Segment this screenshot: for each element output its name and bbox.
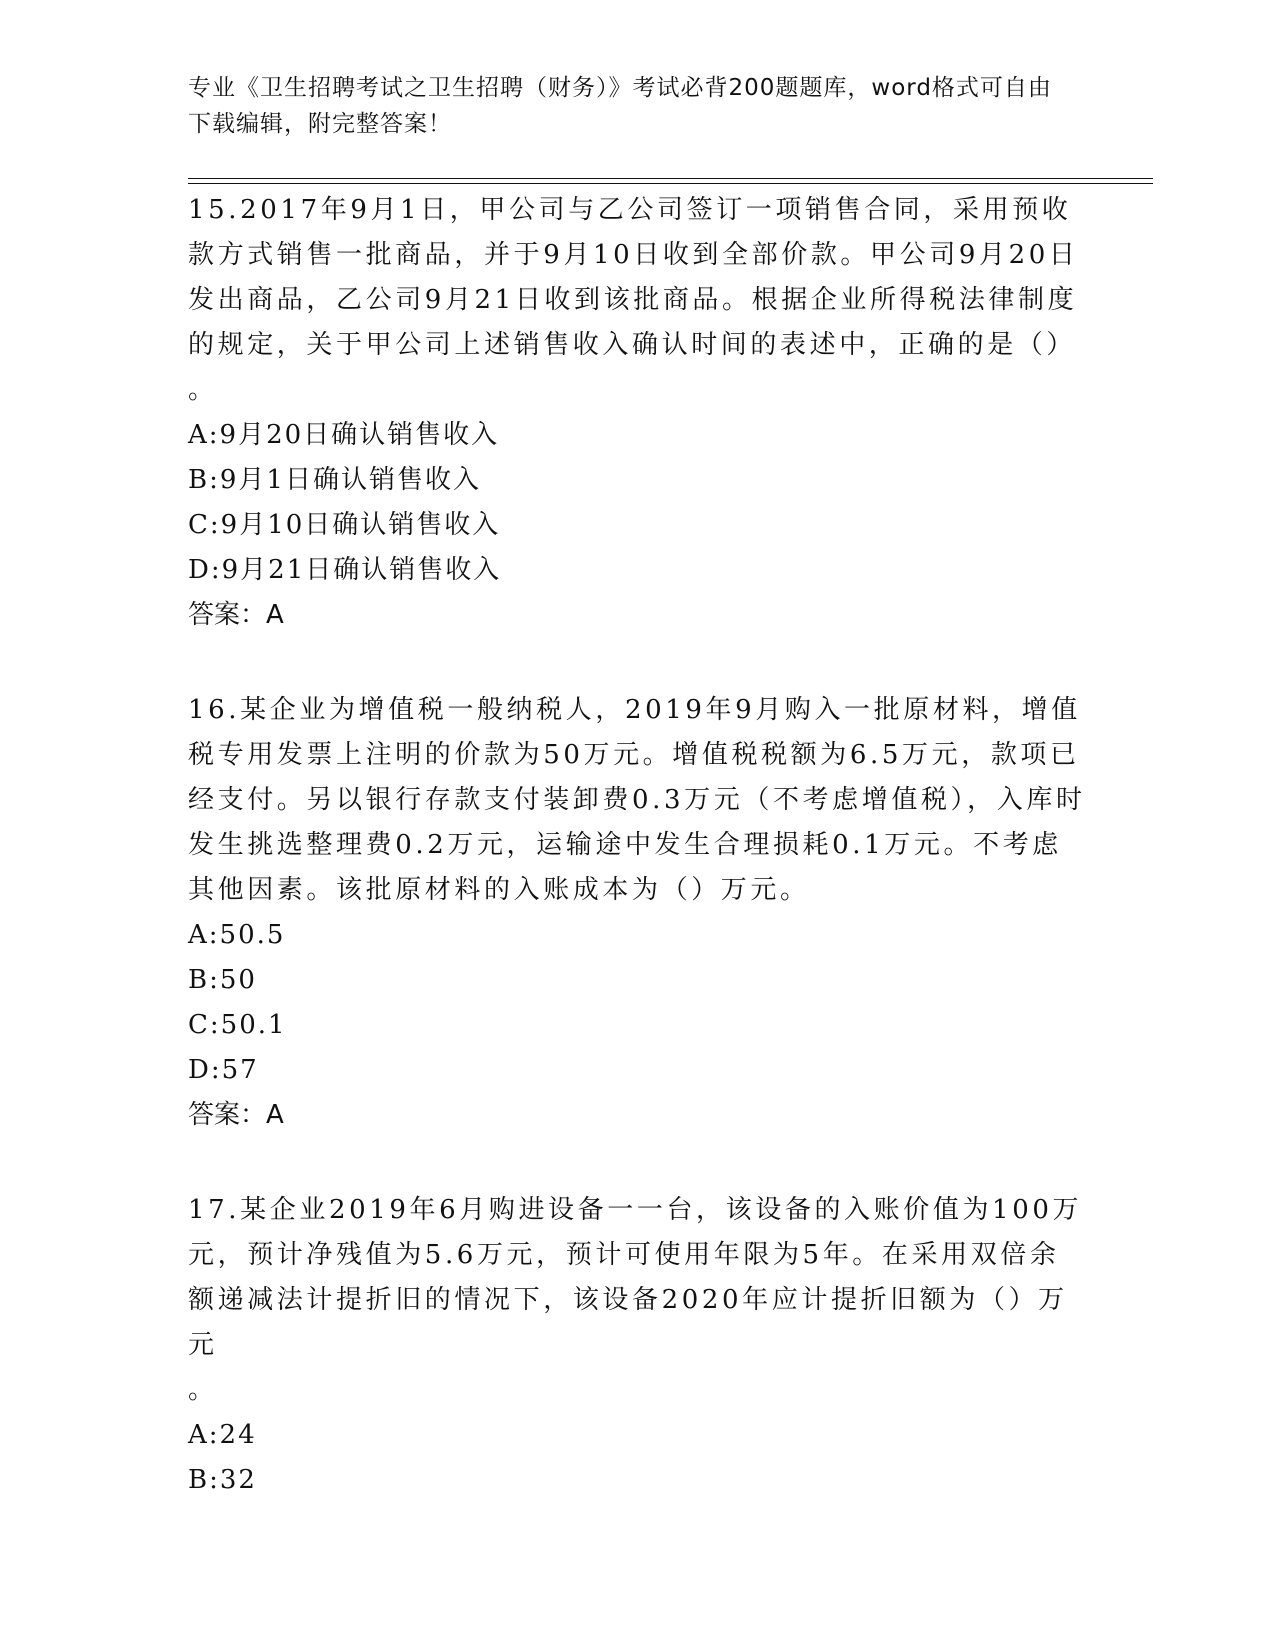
option-d: D:57 <box>188 1055 259 1085</box>
question-text: 16.某企业为增值税一般纳税人，2019年9月购入一批原材料，增值税专用发票上注明的价款为50万元。增值税税额为6.5万元，款项已经支付。另以银行存款支付装卸费0.3万元（不考虑增值税），入库时发生挑选整理费0.2万元，运输途中发生合理损耗0.1万元。不考虑其他因素。该批原材料的入账成本为（）万元。 <box>188 695 1086 905</box>
question-gap <box>188 1138 1088 1188</box>
question-list <box>188 188 1088 1503</box>
answer-line: 答案：A <box>188 600 284 630</box>
option-b: B:32 <box>188 1465 257 1495</box>
question-text: 15.2017年9月1日，甲公司与乙公司签订一项销售合同，采用预收款方式销售一批商品，并于9月10日收到全部价款。甲公司9月20日发出商品，乙公司9月21日收到该批商品。根据企业所得税法律制度的规定，关于甲公司上述销售收入确认时间的表述中，正确的是（） <box>188 195 1079 360</box>
question-16 <box>188 688 1088 1138</box>
question-15 <box>188 188 1088 638</box>
header-rule-bottom <box>188 183 1153 184</box>
option-c: C:50.1 <box>188 1010 287 1040</box>
question-text-tail: 。 <box>188 1375 215 1405</box>
question-text-tail: 。 <box>188 375 215 405</box>
question-17 <box>188 1188 1088 1503</box>
option-c: C:9月10日确认销售收入 <box>188 510 501 540</box>
header-rule-top <box>188 178 1153 179</box>
option-b: B:50 <box>188 965 257 995</box>
answer-line: 答案：A <box>188 1100 284 1130</box>
question-gap <box>188 638 1088 688</box>
option-b: B:9月1日确认销售收入 <box>188 465 481 495</box>
option-d: D:9月21日确认销售收入 <box>188 555 502 585</box>
question-text: 17.某企业2019年6月购进设备一一台，该设备的入账价值为100万元，预计净残值为5.6万元，预计可使用年限为5年。在采用双倍余额递减法计提折旧的情况下，该设备2020年应计提折旧额为（）万元 <box>188 1195 1083 1360</box>
option-a: A:9月20日确认销售收入 <box>188 420 500 450</box>
option-a: A:24 <box>188 1420 257 1450</box>
option-a: A:50.5 <box>188 920 286 950</box>
document-header: 专业《卫生招聘考试之卫生招聘（财务）》考试必背200题题库，word格式可自由下载编辑，附完整答案！ <box>188 75 1052 137</box>
